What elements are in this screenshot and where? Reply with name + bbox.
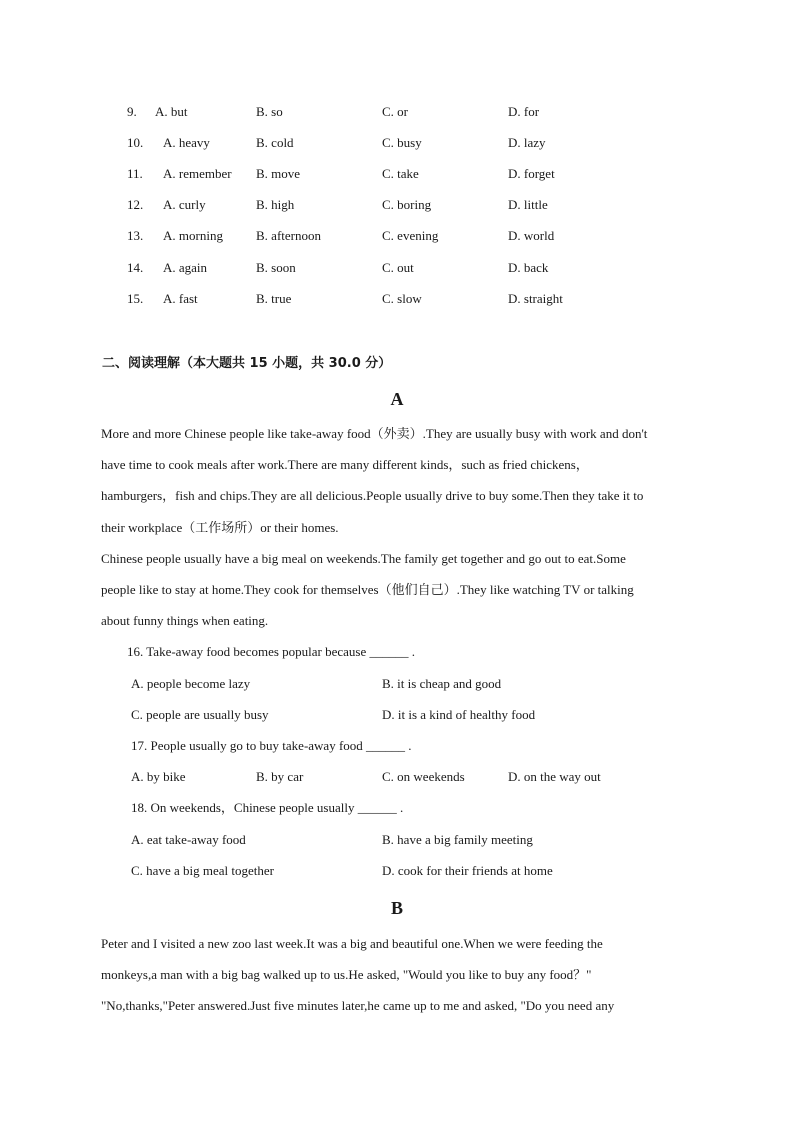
option-a: A. heavy (163, 135, 210, 150)
option-c: C. or (382, 104, 408, 119)
passage-b-line: monkeys,a man with a big bag walked up to us.He asked, "Would you like to buy any food？" (101, 967, 592, 982)
passage-a-letter: A (390, 389, 404, 409)
question-number: 9. (127, 104, 137, 119)
option-d: D. lazy (508, 135, 546, 150)
question-number: 10. (127, 135, 144, 150)
q18-option-b: B. have a big family meeting (382, 832, 533, 847)
question-number: 12. (127, 197, 144, 212)
option-c: C. slow (382, 291, 422, 306)
option-d: D. straight (508, 291, 563, 306)
option-a: A. again (163, 260, 208, 275)
q16-option-c: C. people are usually busy (131, 707, 269, 722)
option-b: B. true (256, 291, 292, 306)
q16-option-a: A. people become lazy (131, 676, 251, 691)
passage-b-letter: B (390, 898, 403, 918)
q17-option-c: C. on weekends (382, 769, 465, 784)
passage-b-line: Peter and I visited a new zoo last week.It was a big and beautiful one.When we were feeding the (101, 936, 603, 951)
option-c: C. out (382, 260, 414, 275)
question-number: 14. (127, 260, 144, 275)
option-a: A. remember (163, 166, 232, 181)
passage-a-line: Chinese people usually have a big meal on weekends.The family get together and go out to eat.Some (101, 551, 626, 566)
q18-option-a: A. eat take-away food (131, 832, 246, 847)
question-number: 13. (127, 228, 144, 243)
option-d: D. world (508, 228, 555, 243)
option-a: A. curly (163, 197, 206, 212)
passage-b-line: "No,thanks,"Peter answered.Just five minutes later,he came up to me and asked, "Do you need any (101, 998, 615, 1013)
question-number: 15. (127, 291, 144, 306)
option-c: C. busy (382, 135, 422, 150)
option-a: A. fast (163, 291, 198, 306)
question-number: 11. (127, 166, 143, 181)
passage-a-line: have time to cook meals after work.There are many different kinds，such as fried chickens， (101, 457, 589, 472)
option-d: D. little (508, 197, 548, 212)
option-b: B. so (256, 104, 283, 119)
q18-option-d: D. cook for their friends at home (382, 863, 553, 878)
option-c: C. evening (382, 228, 439, 243)
q16-option-b: B. it is cheap and good (382, 676, 502, 691)
passage-a-line: their workplace（工作场所）or their homes. (101, 520, 339, 535)
option-b: B. cold (256, 135, 294, 150)
passage-a-line: people like to stay at home.They cook for themselves（他们自己）.They like watching TV or talking (101, 582, 634, 597)
question-18-stem: 18. On weekends，Chinese people usually ______ . (131, 800, 404, 815)
q17-option-d: D. on the way out (508, 769, 601, 784)
option-c: C. boring (382, 197, 432, 212)
option-d: D. forget (508, 166, 555, 181)
q17-option-b: B. by car (256, 769, 304, 784)
q16-option-d: D. it is a kind of healthy food (382, 707, 536, 722)
question-16-stem: 16. Take-away food becomes popular because ______ . (127, 644, 416, 659)
passage-a-line: More and more Chinese people like take-away food（外卖）.They are usually busy with work and don't (101, 426, 648, 441)
q17-option-a: A. by bike (131, 769, 186, 784)
option-b: B. soon (256, 260, 296, 275)
passage-a-line: about funny things when eating. (101, 613, 269, 628)
option-d: D. back (508, 260, 549, 275)
option-b: B. afternoon (256, 228, 321, 243)
option-c: C. take (382, 166, 419, 181)
option-a: A. but (155, 104, 188, 119)
question-17-stem: 17. People usually go to buy take-away food ______ . (131, 738, 412, 753)
option-a: A. morning (163, 228, 223, 243)
option-b: B. high (256, 197, 295, 212)
option-d: D. for (508, 104, 540, 119)
option-b: B. move (256, 166, 301, 181)
q18-option-c: C. have a big meal together (131, 863, 274, 878)
passage-a-line: hamburgers，fish and chips.They are all delicious.People usually drive to buy some.Then they take it to (101, 488, 644, 503)
section-title: 二、阅读理解（本大题共 15 小题，共 30.0 分） (102, 356, 392, 371)
